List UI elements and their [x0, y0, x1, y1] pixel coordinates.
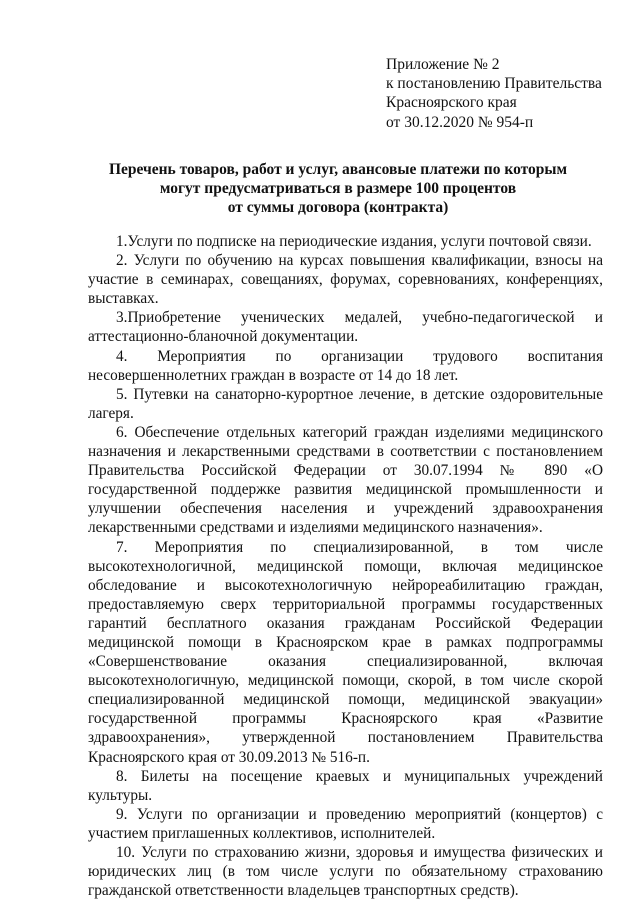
appendix-date: от 30.12.2020 № 954-п — [386, 113, 534, 131]
title-line-2: могут предусматриваться в размере 100 процентов — [159, 180, 517, 197]
title-line-1: Перечень товаров, работ и услуг, авансовые платежи по которым — [108, 161, 568, 178]
document-body — [88, 232, 603, 900]
list-item-10: 10. Услуги по страхованию жизни, здоровья и имущества физических и юридических лиц (в том числе услуги по обязательному страхованию гражданской ответственности владельцев транспортных средств). — [88, 844, 603, 900]
title-line-3: от суммы договора (контракта) — [227, 199, 449, 216]
appendix-header — [386, 55, 626, 132]
list-item-6: 6. Обеспечение отдельных категорий граждан изделиями медицинского назначения и лекарственными средствами в соответствии с постановлением Правительства Российской Федерации от 30.07.1994 № 890 «О государственной поддержке развития медицинской промышленности и улучшении обеспечения населения и учреждений здравоохранения лекарственными средствами и изделиями медицинского назначения». — [88, 423, 603, 537]
list-item-2: 2. Услуги по обучению на курсах повышения квалификации, взносы на участие в семинарах, совещаниях, форумах, соревнованиях, конференциях, выставках. — [88, 252, 603, 308]
list-item-4: 4. Мероприятия по организации трудового воспитания несовершеннолетних граждан в возрасте от 14 до 18 лет. — [88, 347, 603, 384]
appendix-reference: к постановлению Правительства — [386, 75, 602, 93]
list-item-5: 5. Путевки на санаторно-курортное лечение, в детские оздоровительные лагеря. — [88, 385, 603, 422]
list-item-3: 3.Приобретение ученических медалей, учебно-педагогической и аттестационно-бланочной документации. — [88, 309, 603, 346]
appendix-region: Красноярского края — [386, 94, 517, 112]
list-item-7: 7. Мероприятия по специализированной, в том числе высокотехнологичной, медицинской помощи, включая медицинское обследование и высокотехнологичную нейрореабилитацию граждан, предоставляемую сверх территориальной программы государственных гарантий бесплатного оказания гражданам Российской Федерации медицинской помощи в Красноярском крае в рамках подпрограммы «Совершенствование оказания специализированной, включая высокотехнологичную, медицинской помощи, скорой, в том числе скорой специализированной медицинской помощи, медицинской эвакуации» государственной программы Красноярского края «Развитие здравоохранения», утвержденной постановлением Правительства Красноярского края от 30.09.2013 № 516-п. — [88, 538, 603, 766]
list-item-8: 8. Билеты на посещение краевых и муниципальных учреждений культуры. — [88, 767, 603, 804]
list-item-1: 1.Услуги по подписке на периодические издания, услуги почтовой связи. — [116, 233, 592, 250]
list-item-9: 9. Услуги по организации и проведению мероприятий (концертов) с участием приглашенных коллективов, исполнителей. — [88, 805, 603, 842]
appendix-number: Приложение № 2 — [386, 56, 500, 73]
document-title — [88, 160, 588, 217]
